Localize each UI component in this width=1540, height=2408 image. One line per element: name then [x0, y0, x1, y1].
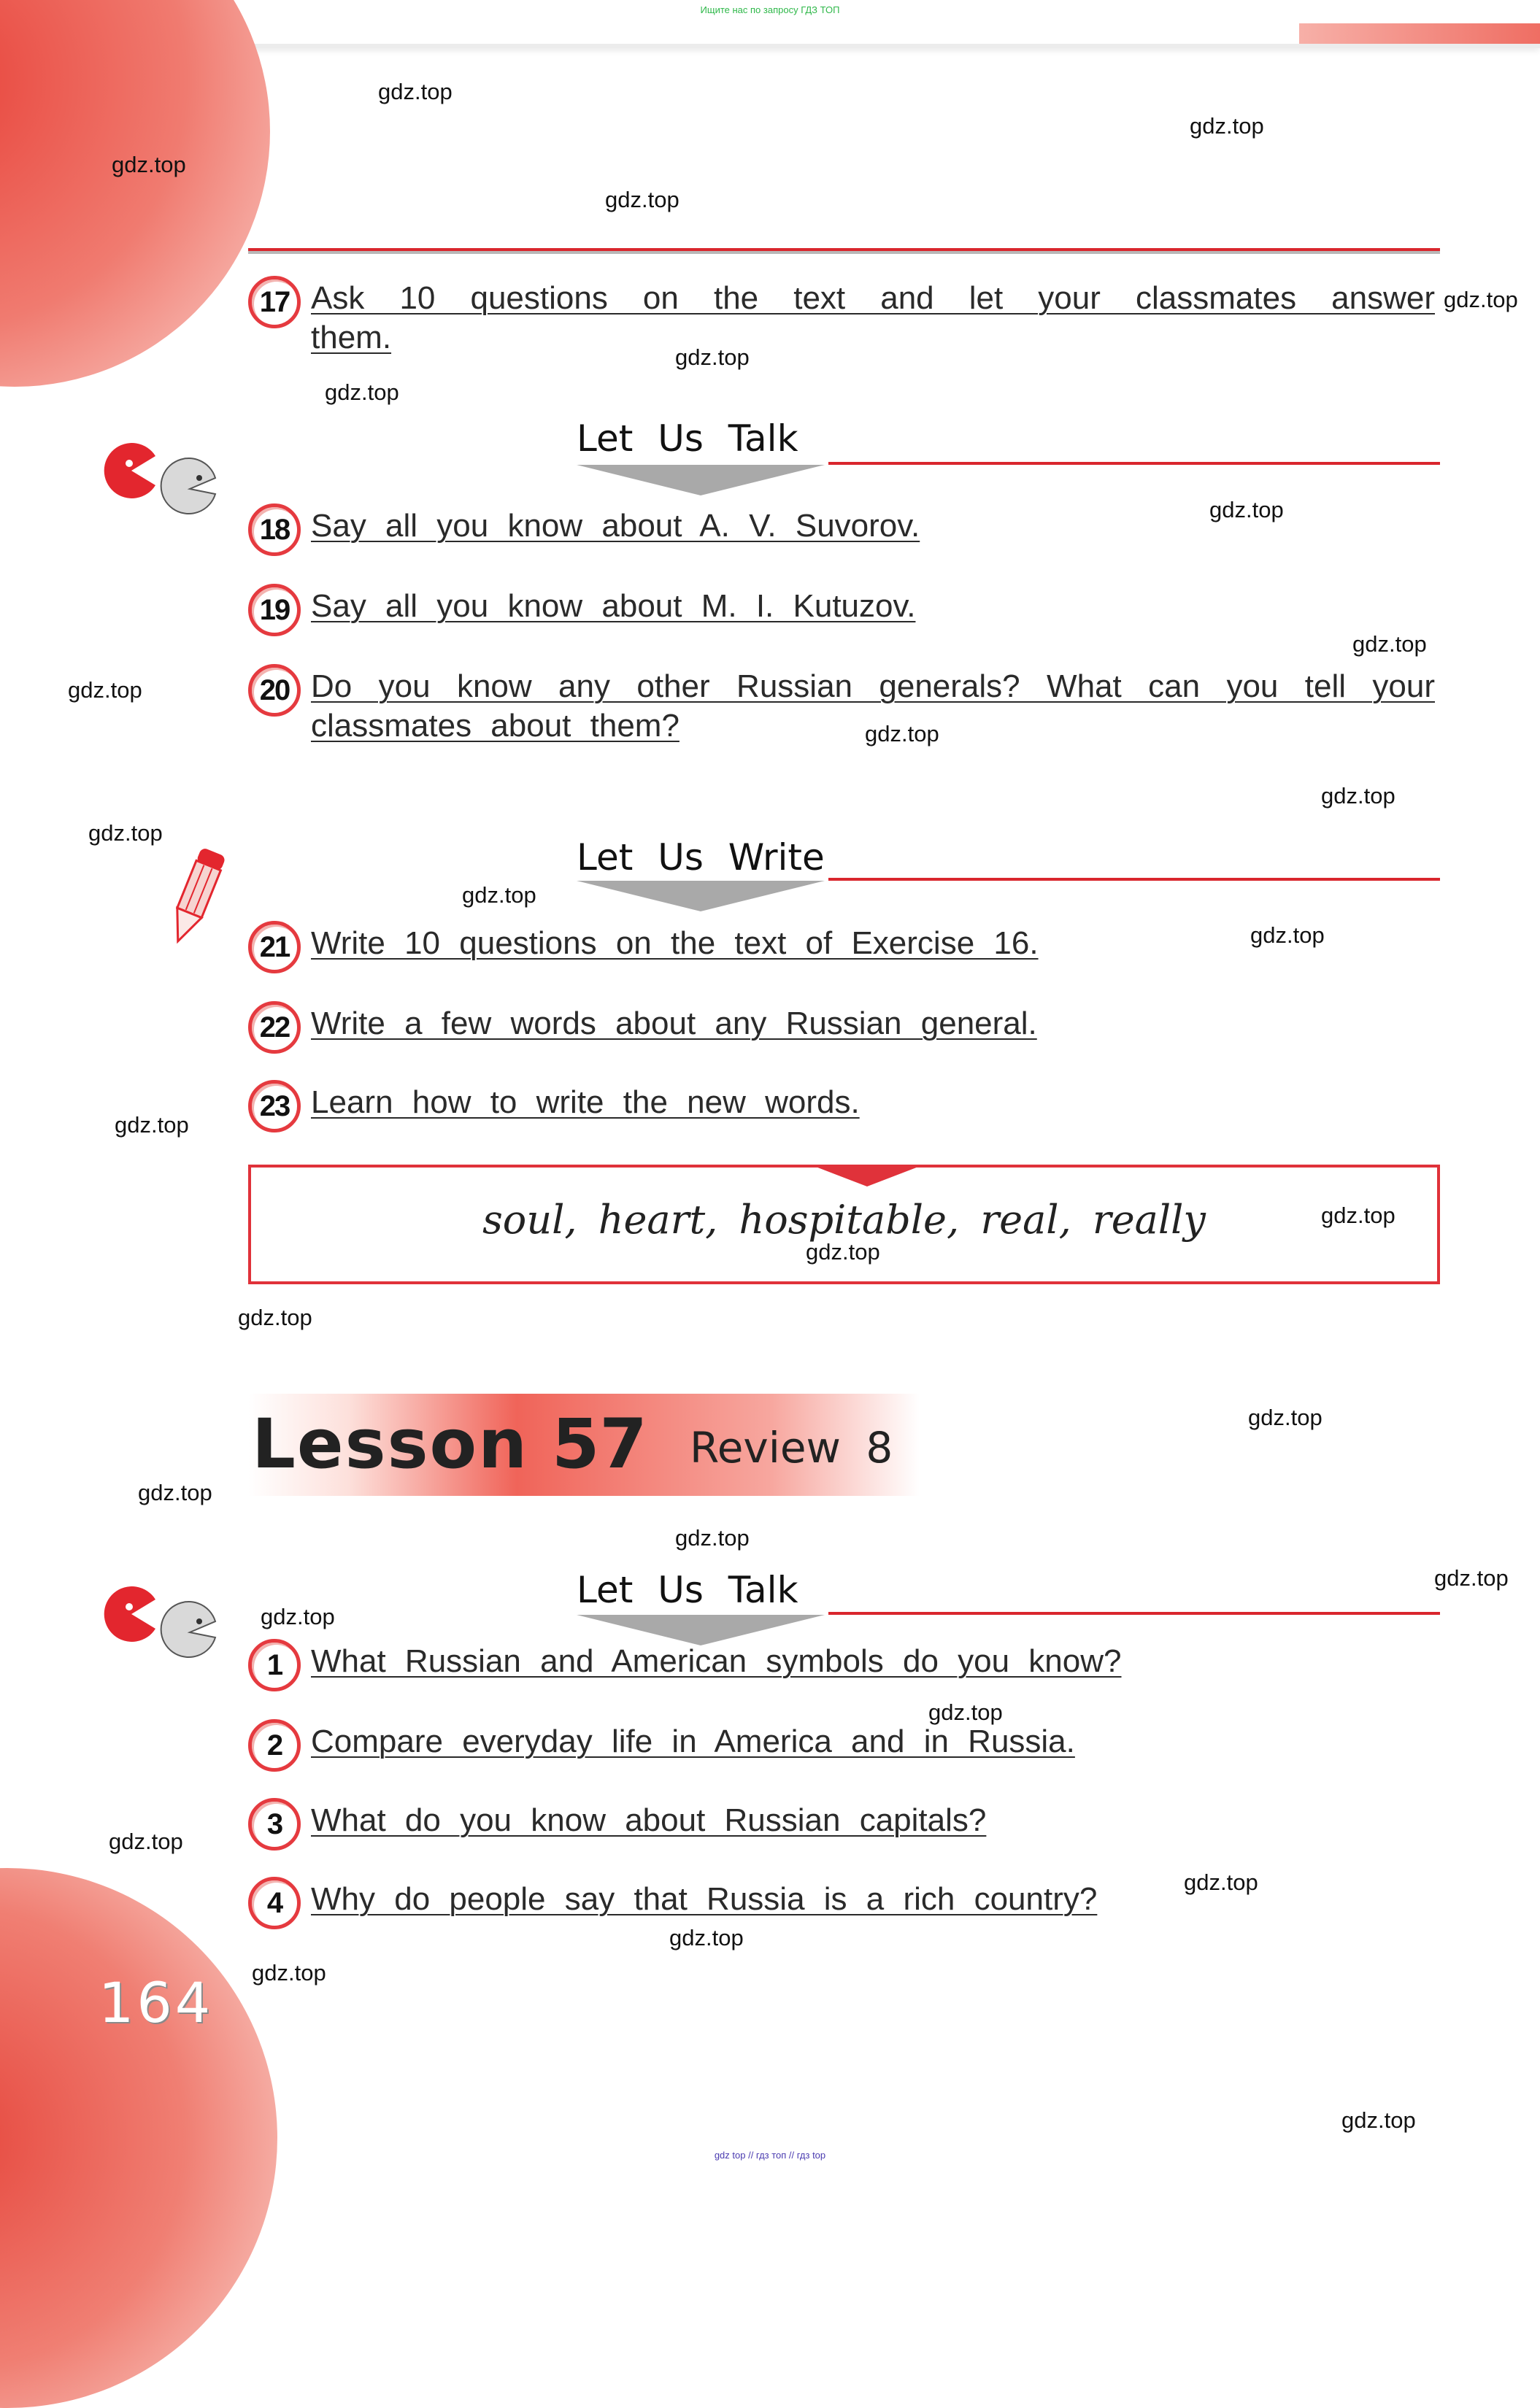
- watermark-text: gdz.top: [1434, 1565, 1509, 1591]
- lesson-word: Lesson: [252, 1405, 529, 1484]
- watermark-text: gdz.top: [865, 721, 939, 746]
- watermark-text: gdz.top: [675, 1525, 750, 1551]
- watermark-text: gdz.top: [252, 1960, 326, 1986]
- exercise-text: What do you know about Russian capitals?: [311, 1802, 987, 1838]
- section-rule: [828, 1612, 1440, 1615]
- watermark-text: gdz.top: [1248, 1405, 1323, 1430]
- exercise-text: Write 10 questions on the text of Exercise 16.: [311, 925, 1039, 961]
- watermark-text: gdz.top: [1184, 1869, 1258, 1895]
- lesson-number: 57: [552, 1405, 647, 1484]
- decor-blob-top-left: [0, 0, 270, 387]
- pencil-write-icon: [153, 836, 241, 952]
- exercise-text: Why do people say that Russia is a rich country?: [311, 1881, 1098, 1917]
- exercise-number: 22: [248, 1001, 301, 1054]
- exercise-3: [248, 1798, 1445, 1851]
- exercise-19: [248, 584, 1445, 636]
- exercise-text: [311, 276, 1435, 358]
- watermark-text: gdz.top: [238, 1305, 312, 1330]
- watermark-text: gdz.top: [1190, 113, 1264, 139]
- watermark-text: gdz.top: [325, 379, 399, 405]
- watermark-text: gdz.top: [1352, 631, 1427, 657]
- section-title-talk-2: Let Us Talk: [577, 1569, 798, 1611]
- watermark-text: gdz.top: [806, 1239, 880, 1265]
- watermark-text: gdz.top: [138, 1480, 212, 1505]
- watermark-text: gdz.top: [1209, 497, 1284, 522]
- decor-blob-bottom-left: [0, 1868, 277, 2408]
- watermark-text: gdz.top: [88, 820, 163, 846]
- exercise-text: Say all you know about M. I. Kutuzov.: [311, 588, 916, 624]
- top-rule: [248, 248, 1440, 254]
- exercise-number: 21: [248, 921, 301, 973]
- watermark-text: gdz.top: [669, 1925, 744, 1950]
- exercise-number: 3: [248, 1798, 301, 1851]
- exercise-text: What Russian and American symbols do you know?: [311, 1643, 1122, 1679]
- section-rule: [828, 462, 1440, 465]
- watermark-text: gdz.top: [1321, 783, 1395, 809]
- exercise-number: 2: [248, 1719, 301, 1772]
- top-note: Ищите нас по запросу ГДЗ ТОП: [700, 4, 840, 15]
- exercise-number: 18: [248, 503, 301, 556]
- section-title-talk: Let Us Talk: [577, 417, 798, 460]
- exercise-text: Write a few words about any Russian general.: [311, 1006, 1037, 1041]
- lesson-subtitle: Review 8: [690, 1423, 893, 1473]
- exercise-20: [248, 664, 1445, 746]
- exercise-text: Say all you know about A. V. Suvorov.: [311, 508, 920, 544]
- watermark-text: gdz.top: [675, 344, 750, 370]
- exercise-17: [248, 276, 1445, 358]
- exercise-line: them.: [311, 320, 392, 355]
- exercise-number: 23: [248, 1080, 301, 1132]
- watermark-text: gdz.top: [1321, 1203, 1395, 1228]
- exercise-text: Learn how to write the new words.: [311, 1084, 860, 1120]
- watermark-text: gdz.top: [109, 1829, 183, 1854]
- watermark-text: gdz.top: [261, 1604, 335, 1629]
- watermark-text: gdz.top: [605, 187, 679, 212]
- exercise-number: 1: [248, 1639, 301, 1691]
- watermark-text: gdz.top: [1250, 922, 1325, 948]
- exercise-number: 17: [248, 276, 301, 328]
- exercise-4: [248, 1877, 1445, 1929]
- exercise-1: [248, 1639, 1445, 1691]
- watermark-text: gdz.top: [1341, 2107, 1416, 2133]
- exercise-line: Ask 10 questions on the text and let your classmates answer: [311, 280, 1435, 316]
- bottom-note: gdz top // гдз топ // гдз top: [714, 2150, 826, 2161]
- exercise-line: classmates about them?: [311, 708, 679, 744]
- exercise-22: [248, 1001, 1445, 1054]
- watermark-text: gdz.top: [462, 882, 536, 908]
- watermark-text: gdz.top: [115, 1112, 189, 1138]
- exercise-number: 20: [248, 664, 301, 717]
- exercise-text: Compare everyday life in America and in Russia.: [311, 1724, 1075, 1759]
- watermark-text: gdz.top: [378, 79, 453, 104]
- new-words-arrow: [810, 1165, 924, 1186]
- pacman-talk-icon: [99, 1570, 230, 1665]
- page-number: 164: [99, 1970, 214, 2035]
- exercise-2: [248, 1719, 1445, 1772]
- watermark-text: gdz.top: [112, 152, 186, 177]
- watermark-text: gdz.top: [1444, 287, 1518, 312]
- section-rule: [828, 878, 1440, 881]
- pacman-talk-icon: [99, 427, 230, 522]
- section-title-write: Let Us Write: [577, 836, 825, 879]
- exercise-number: 4: [248, 1877, 301, 1929]
- new-words-text: soul, heart, hospitable, real, really: [482, 1197, 1206, 1243]
- exercise-number: 19: [248, 584, 301, 636]
- section-arrow: [577, 465, 825, 495]
- watermark-text: gdz.top: [928, 1699, 1003, 1725]
- top-accent-stripe: [1299, 23, 1540, 44]
- watermark-text: gdz.top: [68, 677, 142, 703]
- exercise-line: Do you know any other Russian generals? What can you tell your: [311, 668, 1435, 704]
- section-arrow: [577, 881, 825, 911]
- exercise-23: [248, 1080, 1445, 1132]
